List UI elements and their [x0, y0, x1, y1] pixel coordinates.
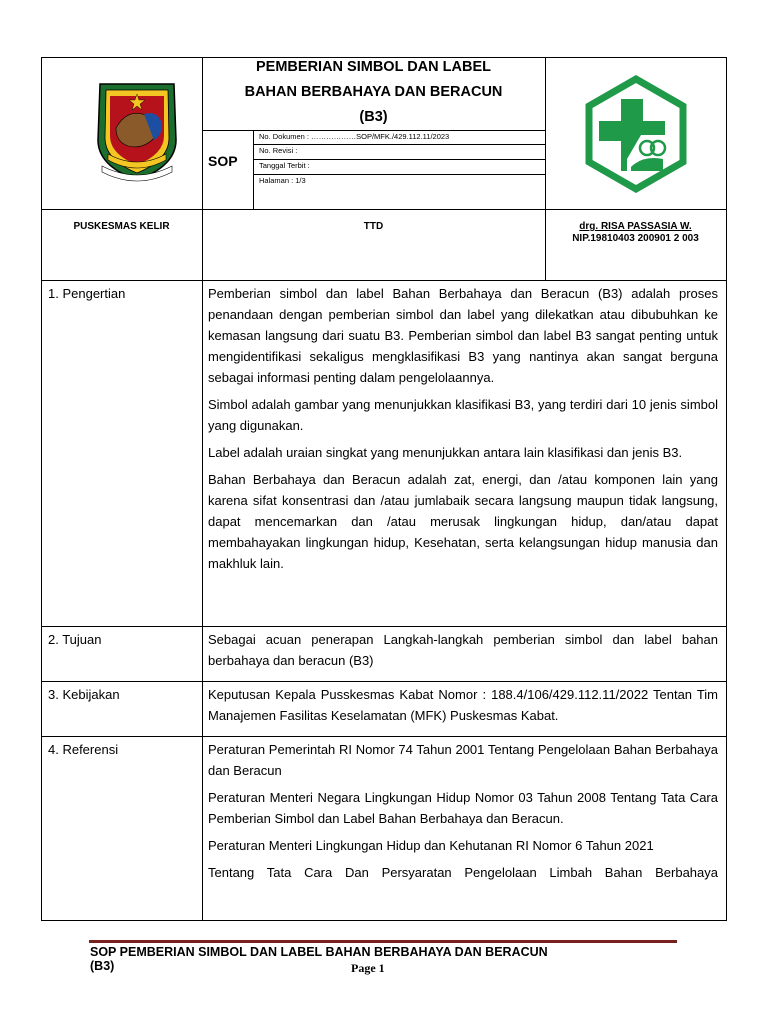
footer-title	[90, 945, 690, 973]
sop-divider	[253, 130, 254, 209]
paragraph: Sebagai acuan penerapan Langkah-langkah pemberian simbol dan label bahan berbahaya dan beracun (B3)	[208, 632, 718, 668]
document-title-line-1: PEMBERIAN SIMBOL DAN LABEL	[256, 59, 491, 75]
footer-page-number: Page 1	[351, 961, 385, 975]
paragraph: Keputusan Kepala Pusskesmas Kabat Nomor : 188.4/106/429.112.11/2022 Tentan Tim Manajemen Fasilitas Keselamatan (MFK) Puskesmas Kabat.	[208, 687, 718, 723]
meta-row-rule-3	[253, 174, 545, 175]
table-border-left	[41, 57, 42, 921]
official-name: drg. RISA PASSASIA W.	[579, 221, 692, 232]
paragraph: Pemberian simbol dan label Bahan Berbahaya dan Beracun (B3) adalah proses penandaan dengan pemberian simbol dan label yang dilekatkan atau dibubuhkan ke kemasan langsung dari suatu B3. Pemberian simbol dan label B3 sangat penting untuk mengidentifikasi sekaligus mengklasifikasi B3 yang nantinya akan sangat berguna sebagai informasi penting dalam pengelolaannya.	[208, 286, 718, 385]
body-column-divider	[202, 280, 203, 921]
header-bottom-rule	[41, 209, 727, 210]
meta-row-rule-1	[253, 144, 545, 145]
signature-row-bottom-rule	[41, 280, 727, 281]
document-title-line-3: (B3)	[359, 109, 388, 125]
section-label-pengertian: 1. Pengertian	[48, 286, 126, 301]
section-label-kebijakan: 3. Kebijakan	[48, 687, 120, 702]
section-rule-1	[41, 626, 727, 627]
header-divider-right	[545, 57, 546, 280]
footer-title-line-1: SOP PEMBERIAN SIMBOL DAN LABEL BAHAN BERBAHAYA DAN BERACUN	[90, 945, 548, 959]
section-label-referensi: 4. Referensi	[48, 742, 119, 757]
official-block	[545, 221, 726, 245]
doc-number: No. Dokumen : ………………SOP/MFK./429.112.11/2023	[259, 132, 450, 141]
issue-date: Tanggal Terbit :	[259, 161, 310, 170]
table-border-bottom	[41, 920, 727, 921]
organization-name: PUSKESMAS KELIR	[73, 221, 170, 232]
section-body-pengertian	[208, 283, 718, 580]
paragraph: Bahan Berbahaya dan Beracun adalah zat, energi, dan /atau komponen lain yang karena sifat konsentrasi dan /atau jumlabaik secara langsung maupun tidak langsung, dapat mencemarkan dan /atau merusak lingkungan hidup, dan/atau dapat membahayakan lingkungan hidup, Kesehatan, serta kelangsungan hidup manusia dan makhluk lain.	[208, 472, 718, 571]
green-cross-hexagon-icon	[583, 75, 689, 193]
section-rule-3	[41, 736, 727, 737]
document-title-line-2: BAHAN BERBAHAYA DAN BERACUN	[244, 84, 503, 100]
paragraph: Label adalah uraian singkat yang menunjukkan antara lain klasifikasi dan jenis B3.	[208, 445, 683, 460]
signature-label: TTD	[363, 221, 384, 232]
official-nip: NIP.19810403 200901 2 003	[572, 233, 699, 244]
document-title	[202, 55, 545, 130]
sop-label: SOP	[208, 153, 238, 169]
shield-emblem-icon	[92, 80, 182, 184]
paragraph: Peraturan Menteri Lingkungan Hidup dan Kehutanan RI Nomor 6 Tahun 2021	[208, 838, 654, 853]
regional-emblem-logo	[92, 80, 182, 184]
puskesmas-logo	[583, 75, 689, 193]
paragraph: Tentang Tata Cara Dan Persyaratan Pengelolaan Limbah Bahan Berbahaya	[208, 865, 718, 880]
paragraph: Peraturan Menteri Negara Lingkungan Hidup Nomor 03 Tahun 2008 Tentang Tata Cara Pemberian Simbol dan Label Bahan Berbahaya dan Beracun.	[208, 790, 718, 826]
paragraph: Simbol adalah gambar yang menunjukkan klasifikasi B3, yang terdiri dari 10 jenis simbol yang digunakan.	[208, 397, 718, 433]
page-count: Halaman : 1/3	[259, 176, 306, 185]
section-body-kebijakan	[208, 684, 718, 732]
meta-row-rule-2	[253, 159, 545, 160]
footer-title-line-2: (B3)	[90, 959, 115, 973]
paragraph: Peraturan Pemerintah RI Nomor 74 Tahun 2001 Tentang Pengelolaan Bahan Berbahaya dan Beracun	[208, 742, 718, 778]
revision-number: No. Revisi :	[259, 146, 298, 155]
section-body-referensi	[208, 739, 718, 920]
table-border-right	[726, 57, 727, 921]
section-rule-2	[41, 681, 727, 682]
section-body-tujuan	[208, 629, 718, 677]
section-label-tujuan: 2. Tujuan	[48, 632, 102, 647]
footer-rule	[89, 940, 677, 943]
